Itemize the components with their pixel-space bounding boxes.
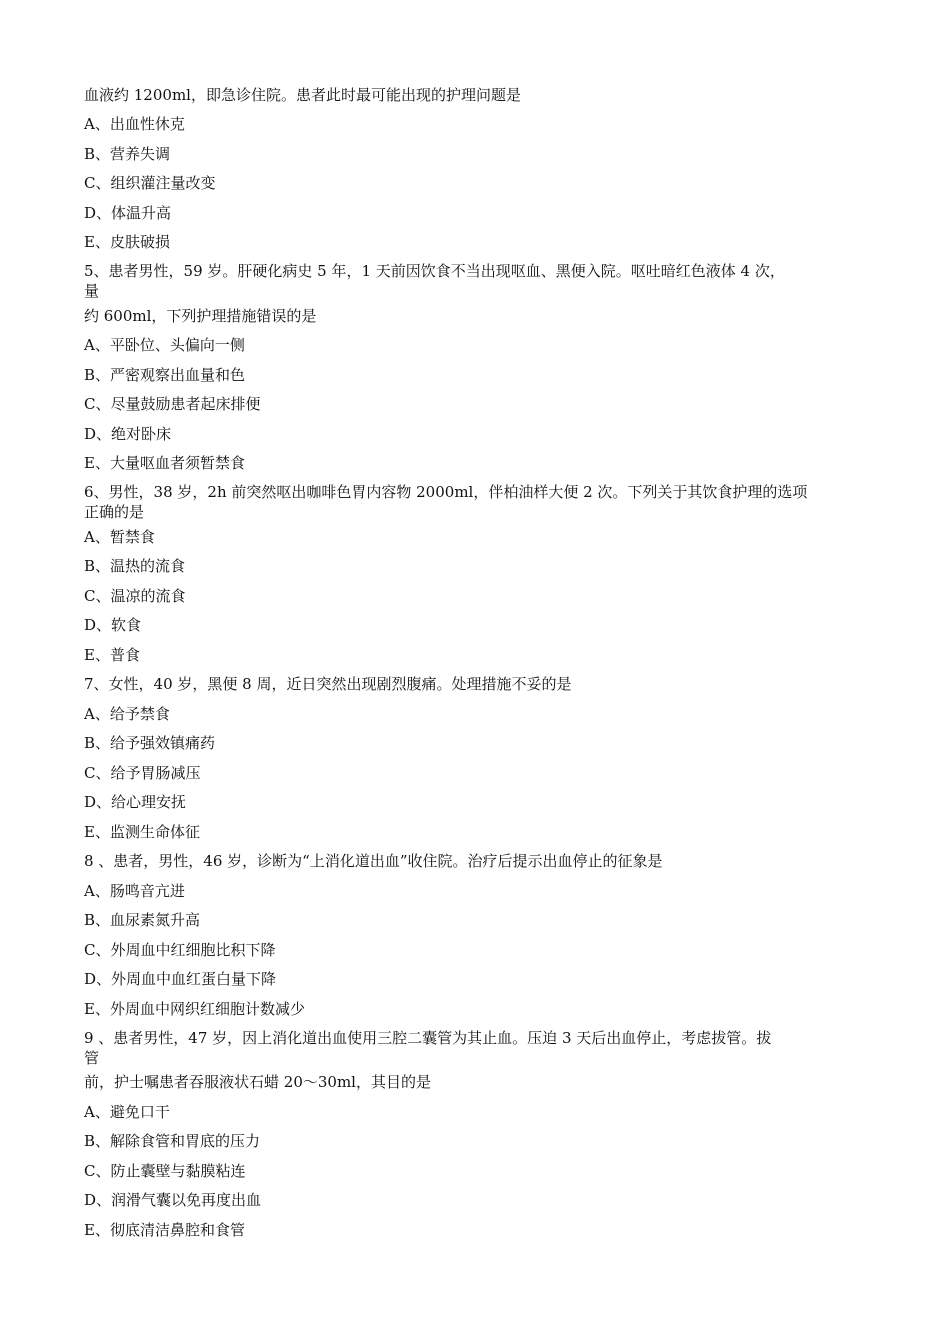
question-line: 7、女性，40 岁，黑便 8 周，近日突然出现剧烈腹痛。处理措施不妥的是 — [84, 675, 572, 694]
option-line: E、监测生命体征 — [84, 822, 200, 841]
option-line: B、解除食管和胃底的压力 — [84, 1132, 261, 1151]
option-line: D、绝对卧床 — [84, 424, 172, 443]
question-line: 8 、患者，男性，46 岁，诊断为“上消化道出血”收住院。治疗后提示出血停止的征象是 — [84, 852, 663, 871]
option-line: B、给予强效镇痛药 — [84, 734, 216, 753]
option-line: A、肠鸣音亢进 — [84, 881, 185, 900]
question-line: 9 、患者男性，47 岁，因上消化道出血使用三腔二囊管为其止血。压迫 3 天后出血停止，考虑拔管。拔 — [84, 1028, 772, 1047]
option-line: B、血尿素氮升高 — [84, 911, 201, 930]
option-line: E、大量呕血者须暂禁食 — [84, 454, 245, 473]
option-line: B、严密观察出血量和色 — [84, 365, 246, 384]
option-line: B、温热的流食 — [84, 557, 186, 576]
question-line: 管 — [84, 1048, 100, 1067]
option-line: C、外周血中红细胞比积下降 — [84, 940, 276, 959]
option-line: E、皮肤破损 — [84, 233, 170, 252]
question-line: 前，护士嘱患者吞服液状石蜡 20～30ml，其目的是 — [84, 1073, 431, 1092]
option-line: E、外周血中网织红细胞计数减少 — [84, 999, 305, 1018]
question-line: 6、男性，38 岁，2h 前突然呕出咖啡色胃内容物 2000ml，伴柏油样大便 2 次。下列关于其饮食护理的选项 — [84, 483, 808, 501]
option-line: A、平卧位、头偏向一侧 — [84, 336, 245, 355]
option-line: E、彻底清洁鼻腔和食管 — [84, 1220, 245, 1239]
option-line: D、润滑气囊以免再度出血 — [84, 1191, 262, 1210]
question-line: 正确的是 — [84, 503, 145, 521]
text-line: 血液约 1200ml，即急诊住院。患者此时最可能出现的护理问题是 — [84, 85, 521, 104]
option-line: D、外周血中血红蛋白量下降 — [84, 970, 277, 989]
option-line: A、暂禁食 — [84, 527, 155, 546]
option-line: D、给心理安抚 — [84, 793, 187, 812]
option-line: C、组织灌注量改变 — [84, 174, 216, 193]
option-line: C、给予胃肠减压 — [84, 763, 201, 782]
document-body — [84, 80, 874, 1245]
option-line: D、软食 — [84, 616, 142, 635]
option-line: A、避免口干 — [84, 1102, 170, 1121]
option-line: E、普食 — [84, 645, 140, 664]
option-line: B、营养失调 — [84, 144, 171, 163]
question-line: 约 600ml，下列护理措施错误的是 — [84, 306, 317, 325]
option-line: A、给予禁食 — [84, 704, 170, 723]
option-line: D、体温升高 — [84, 203, 172, 222]
option-line: C、温凉的流食 — [84, 586, 186, 605]
question-line: 5、患者男性，59 岁。肝硬化病史 5 年，1 天前因饮食不当出现呕血、黑便入院。呕吐暗红色液体 4 次， — [84, 262, 785, 280]
question-line: 量 — [84, 282, 100, 300]
option-line: A、出血性休克 — [84, 115, 185, 134]
option-line: C、防止囊壁与黏膜粘连 — [84, 1161, 246, 1180]
option-line: C、尽量鼓励患者起床排便 — [84, 395, 261, 414]
